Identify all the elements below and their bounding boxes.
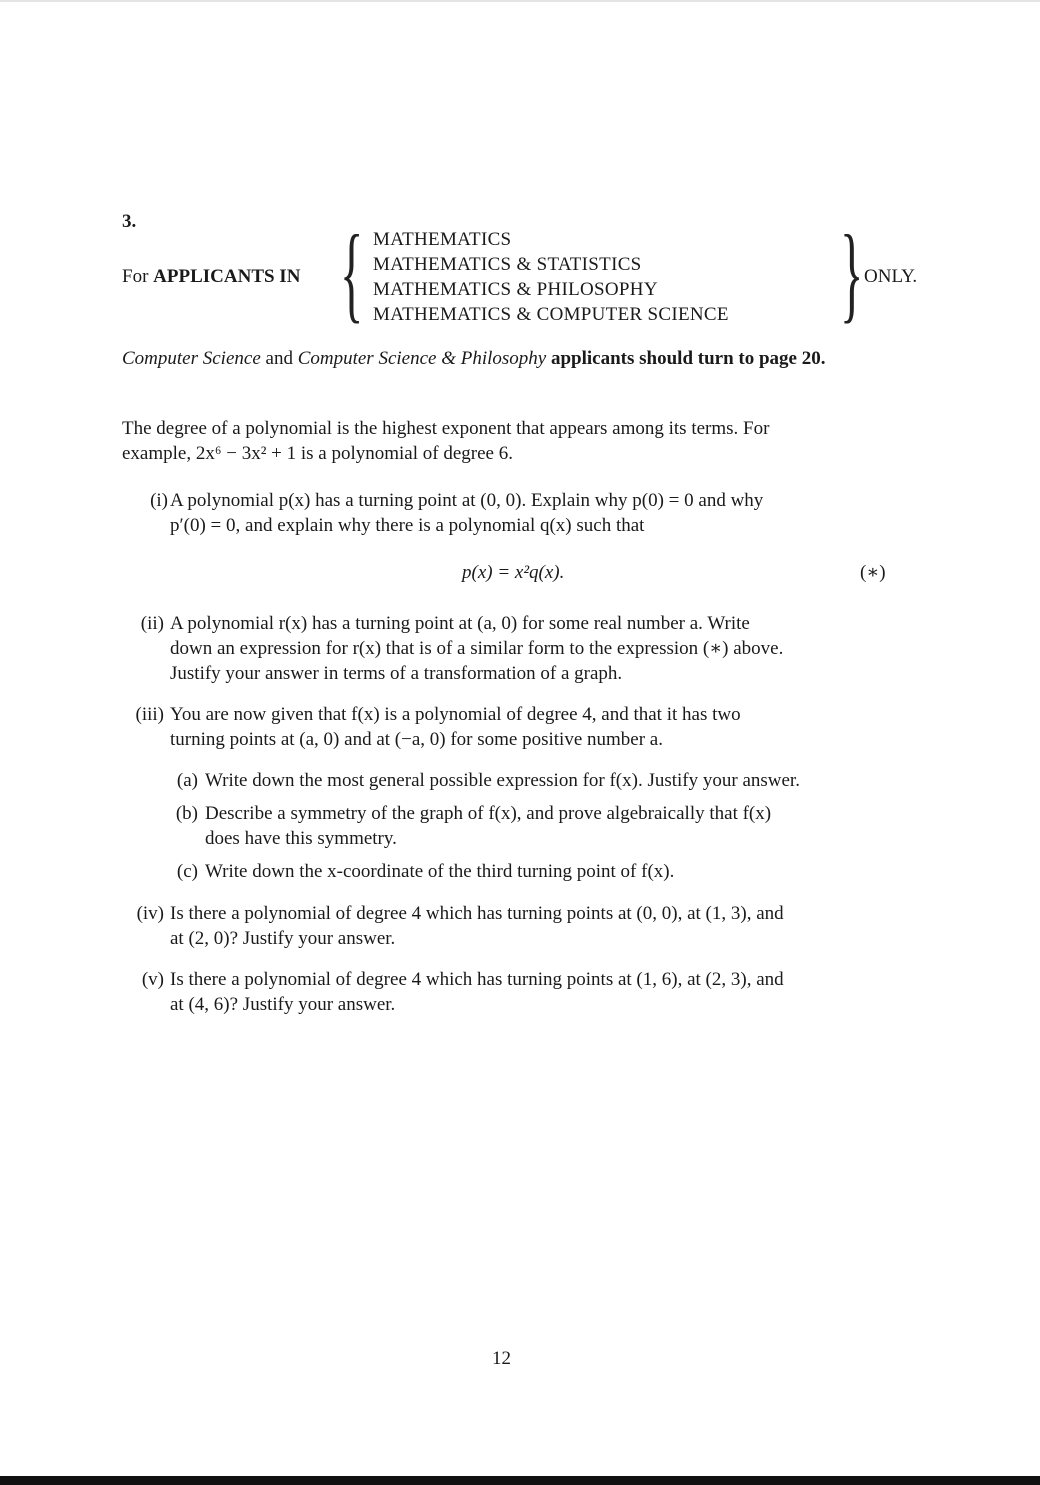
part-i-number: (i): [150, 490, 168, 511]
part-iv-line: at (2, 0)? Justify your answer.: [170, 928, 396, 949]
subpart-b-number: (b): [175, 803, 198, 824]
intro-line: The degree of a polynomial is the highest exponent that appears among its terms. For: [122, 418, 770, 439]
equation-tag: (∗): [860, 562, 886, 583]
subpart-b-line: Describe a symmetry of the graph of f(x), and prove algebraically that f(x): [205, 803, 772, 824]
subject-list: [373, 227, 729, 327]
subject-item: MATHEMATICS: [373, 229, 512, 250]
part-v-line: Is there a polynomial of degree 4 which has turning points at (1, 6), at (2, 3), and: [170, 969, 784, 990]
subpart-b-body: [205, 801, 889, 851]
part-ii-line: A polynomial r(x) has a turning point at (a, 0) for some real number a. Write: [170, 613, 750, 634]
part-v-body: [170, 967, 888, 1017]
for-prefix: For: [122, 266, 154, 287]
part-iii-line: You are now given that f(x) is a polynomial of degree 4, and that it has two: [170, 704, 741, 725]
subpart-c-body: Write down the x-coordinate of the third turning point of f(x).: [205, 861, 675, 882]
note-rest: applicants should turn to page 20.: [546, 348, 826, 369]
part-i-line: p′(0) = 0, and explain why there is a polynomial q(x) such that: [170, 515, 645, 536]
part-v-number: (v): [141, 969, 164, 990]
intro-line: example, 2x⁶ − 3x² + 1 is a polynomial of degree 6.: [122, 443, 513, 464]
bottom-bar: [0, 1476, 1040, 1485]
left-brace-icon: {: [340, 214, 364, 333]
note-and: and: [260, 348, 298, 369]
applicants-in-label: APPLICANTS IN: [153, 266, 301, 287]
subpart-b-line: does have this symmetry.: [205, 828, 397, 849]
part-i-line: A polynomial p(x) has a turning point at (0, 0). Explain why p(0) = 0 and why: [170, 490, 764, 511]
only-label: ONLY.: [864, 266, 918, 287]
intro-paragraph: [122, 416, 888, 466]
note-csp: Computer Science & Philosophy: [297, 348, 547, 369]
subpart-a-number: (a): [176, 770, 198, 791]
routing-note: [122, 346, 888, 371]
top-border: [0, 0, 1040, 2]
part-ii-number: (ii): [140, 613, 164, 634]
applicants-label: [122, 264, 300, 289]
note-cs: Computer Science: [122, 348, 261, 369]
subpart-a-body: Write down the most general possible expression for f(x). Justify your answer.: [205, 770, 800, 791]
subject-item: MATHEMATICS & STATISTICS: [373, 254, 642, 275]
part-ii-line: down an expression for r(x) that is of a similar form to the expression (∗) above.: [170, 638, 784, 659]
subject-item: MATHEMATICS & COMPUTER SCIENCE: [373, 304, 729, 325]
part-ii-body: [170, 611, 888, 686]
part-iv-line: Is there a polynomial of degree 4 which has turning points at (0, 0), at (1, 3), and: [170, 903, 784, 924]
part-iii-number: (iii): [135, 704, 164, 725]
question-number: 3.: [122, 211, 137, 232]
part-iv-body: [170, 901, 888, 951]
page-number: 12: [492, 1348, 511, 1369]
subject-item: MATHEMATICS & PHILOSOPHY: [373, 279, 658, 300]
right-brace-icon: }: [840, 214, 864, 333]
part-iii-line: turning points at (a, 0) and at (−a, 0) for some positive number a.: [170, 729, 663, 750]
part-iii-body: [170, 702, 888, 752]
part-iv-number: (iv): [136, 903, 164, 924]
part-v-line: at (4, 6)? Justify your answer.: [170, 994, 396, 1015]
part-ii-line: Justify your answer in terms of a transformation of a graph.: [170, 663, 623, 684]
part-i-body: [170, 488, 888, 538]
equation-star: p(x) = x²q(x).: [462, 562, 565, 583]
subpart-c-number: (c): [176, 861, 198, 882]
